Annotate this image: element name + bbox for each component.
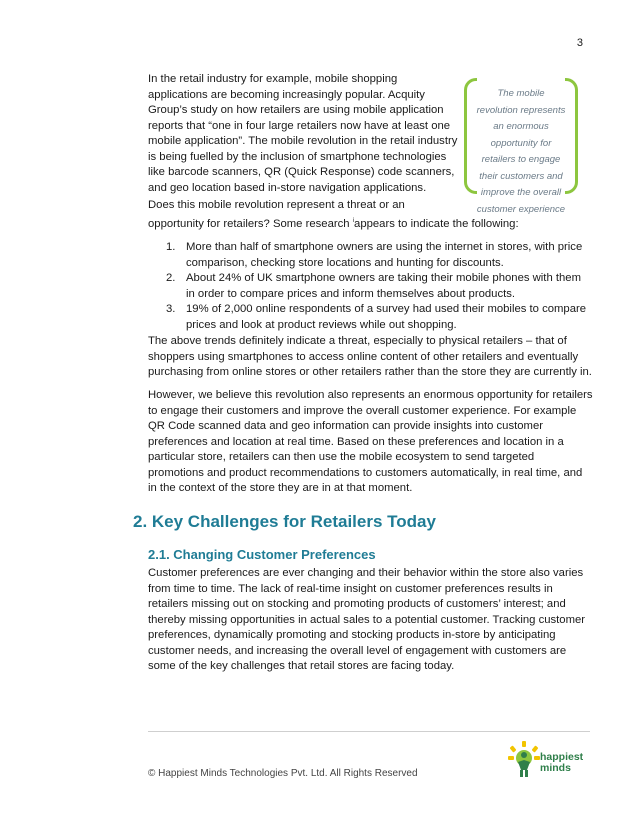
copyright-text: © Happiest Minds Technologies Pvt. Ltd. All Rights Reserved bbox=[148, 768, 418, 779]
question-line-1: Does this mobile revolution represent a threat or an bbox=[148, 199, 405, 211]
happiest-minds-logo-icon bbox=[508, 740, 540, 778]
list-number: 1. bbox=[166, 241, 176, 253]
question-paragraph bbox=[148, 198, 588, 232]
list-text: More than half of smartphone owners are using the internet in stores, with price comparison, checking store locations and hunting for discounts. bbox=[186, 241, 583, 269]
company-logo bbox=[508, 740, 584, 778]
footer-divider bbox=[148, 731, 590, 732]
right-bracket bbox=[565, 78, 578, 194]
logo-word-happiest: happiest bbox=[540, 751, 584, 763]
list-number: 2. bbox=[166, 272, 176, 284]
list-text: 19% of 2,000 online respondents of a survey had used their mobiles to compare prices and look at product reviews while out shopping. bbox=[186, 303, 587, 331]
threat-paragraph: The above trends definitely indicate a threat, especially to physical retailers – that of shoppers using smartphones to access online content of other retailers and eventually purchasing from online stores or other retailers rather than the store they are currently in. bbox=[148, 335, 592, 378]
pull-quote-text: The mobile revolution represents an enormous opportunity for retailers to engage their customers and improve the overall customer experience bbox=[476, 88, 566, 215]
list-number: 3. bbox=[166, 303, 176, 315]
list-item bbox=[148, 271, 588, 302]
list-text: About 24% of UK smartphone owners are taking their mobile phones with them in order to compare prices and inform themselves about products. bbox=[186, 272, 581, 300]
page-number: 3 bbox=[576, 37, 583, 49]
subsection-heading: 2.1. Changing Customer Preferences bbox=[148, 547, 376, 562]
pull-quote-callout bbox=[464, 78, 578, 215]
opportunity-paragraph: However, we believe this revolution also represents an enormous opportunity for retailers to engage their customers and improve the overall customer experience. For example QR Code scanned data and geo information can provide insights into customer preferences and location at real time. Based on these preferences and location in a particular store, retailers can then use the mobile ecosystem to send targeted promotions and product recommendations to customers automatically, in real time, and in the context of the store they are in at that moment. bbox=[148, 389, 593, 494]
list-item bbox=[148, 240, 588, 271]
preferences-paragraph: Customer preferences are ever changing and their behavior within the store also varies from time to time. The lack of real-time insight on customer preferences results in retailers missing out on stocking and promoting products of customers’ interest; and thereby missing opportunities in actual sales to a potential customer. Tracking customer preferences, dynamically promoting and stocking products in-store by anticipating customer needs, and increasing the overall level of engagement with customers are some of the key challenges that retail stores are facing today. bbox=[148, 567, 586, 672]
list-item bbox=[148, 302, 588, 333]
findings-list bbox=[148, 240, 588, 333]
logo-word-minds: minds bbox=[540, 762, 571, 774]
question-line-2: opportunity for retailers? Some research bbox=[148, 217, 353, 230]
section-heading: 2. Key Challenges for Retailers Today bbox=[133, 512, 436, 531]
question-line-2-end: appears to indicate the following: bbox=[354, 217, 519, 230]
footnote-marker: i bbox=[352, 217, 355, 224]
intro-paragraph: In the retail industry for example, mobile shopping applications are becoming increasingly popular. Acquity Group’s study on how retailers are using mobile application reports that “one in four large retailers now have at least one mobile application”. The mobile revolution in the retail industry is being fuelled by the inclusion of smartphone technologies like barcode scanners, QR (Quick Response) code scanners, and geo location based in-store navigation applications. bbox=[148, 73, 458, 194]
